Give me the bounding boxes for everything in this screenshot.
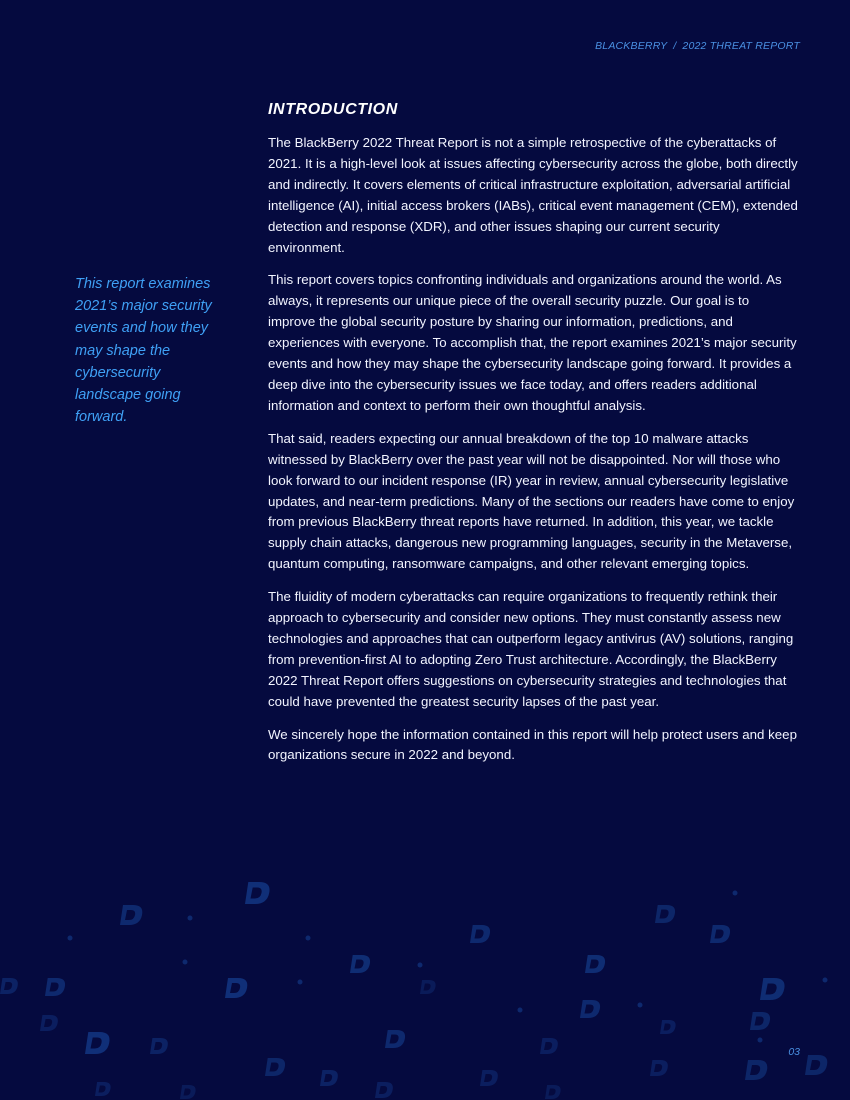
paragraph-3: That said, readers expecting our annual breakdown of the top 10 malware attacks witnessed by BlackBerry over the past year will not be disappointed. Nor will those who look forward to our incident response (IR) year in review, annual cybersecurity legislative updates, and near-term predictions. Many of the sections our readers have come to enjoy from previous BlackBerry threat reports have returned. In addition, this year, we tackle supply chain attacks, dangerous new programming languages, security in the Metaverse, quantum computing, ransomware campaigns, and other relevant emerging topics. <box>268 430 795 572</box>
pattern-logo-mark <box>350 955 370 973</box>
pattern-logo-mark <box>480 1070 498 1086</box>
pattern-dot <box>68 936 73 941</box>
pattern-dot <box>418 963 423 968</box>
paragraph-2: This report covers topics confronting individuals and organizations around the world. As always, it represents our unique piece of the overall security puzzle. Our goal is to improve the global security posture by sharing our information, predictions, and experiences with everyone. To accomplish that, the report examines 2021’s major security events and how they may shape the cybersecurity landscape going forward. It provides a deep dive into the cybersecurity issues we face today, and offers readers additional information and context to perform their own thoughtful analysis. <box>268 272 797 413</box>
pattern-logo-mark <box>180 1085 196 1099</box>
pattern-logo-mark <box>805 1055 827 1075</box>
pattern-logo-mark <box>745 1060 767 1080</box>
blackberry-logo-pattern <box>0 860 850 1100</box>
pattern-logo-mark <box>750 1012 770 1030</box>
pattern-logo-mark <box>580 1000 600 1018</box>
pattern-dot <box>638 1003 643 1008</box>
pattern-logo-mark <box>85 1032 110 1054</box>
running-header <box>595 40 800 52</box>
pattern-logo-mark <box>95 1082 111 1096</box>
pattern-logo-mark <box>265 1058 285 1076</box>
pattern-dot <box>733 891 738 896</box>
paragraph-4: The fluidity of modern cyberattacks can require organizations to frequently rethink their approach to cybersecurity and consider new options. They must constantly assess new technologies and approaches that can outperform legacy antivirus (AV) solutions, ranging from prevention-first AI to adopting Zero Trust architecture. Accordingly, the BlackBerry 2022 Threat Report offers suggestions on cybersecurity strategies and technologies that could have prevented the greatest security lapses of the past year. <box>268 589 794 709</box>
pattern-logo-mark <box>375 1082 393 1098</box>
pattern-dot <box>183 960 188 965</box>
header-report-title: 2022 THREAT REPORT <box>682 40 800 52</box>
pattern-dot <box>306 936 311 941</box>
pattern-logo-mark <box>655 905 675 923</box>
pattern-logo-mark <box>650 1060 668 1076</box>
pattern-dot <box>298 980 303 985</box>
pattern-logo-mark <box>45 978 65 996</box>
pattern-dot <box>518 1008 523 1013</box>
pattern-dot <box>758 1038 763 1043</box>
main-content <box>268 101 800 778</box>
pattern-logo-mark <box>660 1020 676 1034</box>
pattern-logo-mark <box>385 1030 405 1048</box>
pattern-dot <box>823 978 828 983</box>
paragraph-1: The BlackBerry 2022 Threat Report is not a simple retrospective of the cyberattacks of 2021. It is a high-level look at issues affecting cybersecurity across the globe, both directly and indirectly. It covers elements of critical infrastructure exploitation, adversarial artificial intelligence (AI), initial access brokers (IABs), critical event management (CEM), extended detection and response (XDR), and other issues shaping our current security environment. <box>268 135 798 255</box>
header-separator: / <box>673 40 677 52</box>
pattern-logo-mark <box>760 978 785 1000</box>
pattern-logo-mark <box>120 905 142 925</box>
pattern-logo-mark <box>150 1038 168 1054</box>
page-number: 03 <box>788 1046 800 1058</box>
pattern-logo-mark <box>0 978 18 994</box>
pattern-logo-mark <box>545 1085 561 1099</box>
pattern-logo-mark <box>585 955 605 973</box>
pattern-logo-mark <box>40 1015 58 1031</box>
pattern-logo-mark <box>540 1038 558 1054</box>
pattern-logo-mark <box>225 978 247 998</box>
pattern-logo-mark <box>470 925 490 943</box>
pattern-dot <box>188 916 193 921</box>
paragraph-5: We sincerely hope the information contained in this report will help protect users and keep organizations secure in 2022 and beyond. <box>268 726 797 763</box>
pattern-logo-mark <box>245 882 270 904</box>
pattern-logo-mark <box>420 980 436 994</box>
pattern-logo-mark <box>710 925 730 943</box>
pull-quote: This report examines 2021’s major security events and how they may shape the cybersecurity landscape going forward. <box>75 276 212 426</box>
pattern-logo-mark <box>320 1070 338 1086</box>
section-title: INTRODUCTION <box>268 101 398 118</box>
header-brand: BLACKBERRY <box>595 40 668 52</box>
